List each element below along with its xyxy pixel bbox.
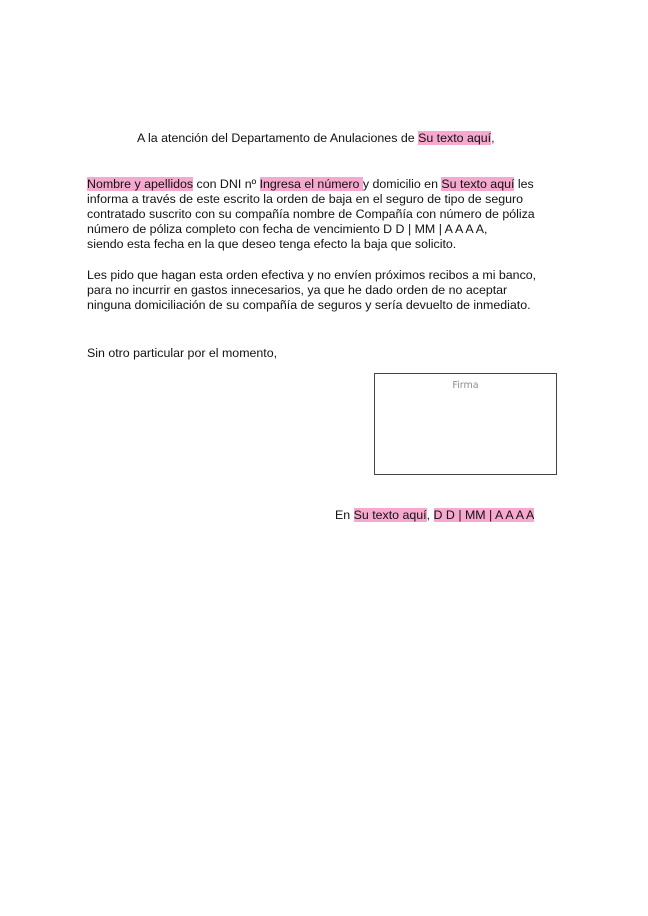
salutation-prefix: A la atención del Departamento de Anulaciones de [137,131,419,145]
place-date-separator: , [426,508,434,522]
paragraph-bank [87,268,536,313]
place-field[interactable]: Su texto aquí [353,508,427,522]
text-dni-prefix: con DNI nº [193,177,260,191]
salutation-line [137,131,495,146]
date-field[interactable]: D D | MM | A A A A [433,508,535,522]
paragraph-request-line-4: número de póliza completo con fecha de vencimiento D D | MM | A A A A, [87,222,488,237]
signature-box[interactable] [374,373,557,475]
text-address-prefix: y domicilio en [362,177,442,191]
text-les: les [514,177,534,191]
closing-line: Sin otro particular por el momento, [87,346,278,360]
place-prefix: En [335,508,354,522]
paragraph-request [87,177,535,252]
paragraph-bank-line-1: Les pido que hagan esta orden efectiva y no envíen próximos recibos a mi banco, [87,268,537,282]
paragraph-request-line-5: siendo esta fecha en la que deseo tenga efecto la baja que solicito. [87,237,457,252]
paragraph-request-line-3: contratado suscrito con su compañía nombre de Compañía con número de póliza [87,207,535,222]
paragraph-request-line-1 [87,177,535,192]
address-field[interactable]: Su texto aquí [441,177,515,191]
salutation-suffix: , [491,131,495,145]
place-date-line [335,508,534,523]
paragraph-request-line-2: informa a través de este escrito la orden de baja en el seguro de tipo de seguro [87,192,524,207]
name-field[interactable]: Nombre y apellidos [87,177,194,191]
paragraph-bank-line-3: ninguna domiciliación de su compañía de seguros y sería devuelto de inmediato. [87,298,531,313]
dni-field[interactable]: Ingresa el número [259,177,363,191]
paragraph-bank-line-2: para no incurrir en gastos innecesarios, ya que he dado orden de no aceptar [87,283,508,298]
company-field[interactable]: Su texto aquí [418,131,492,145]
signature-label: Firma [452,380,479,391]
